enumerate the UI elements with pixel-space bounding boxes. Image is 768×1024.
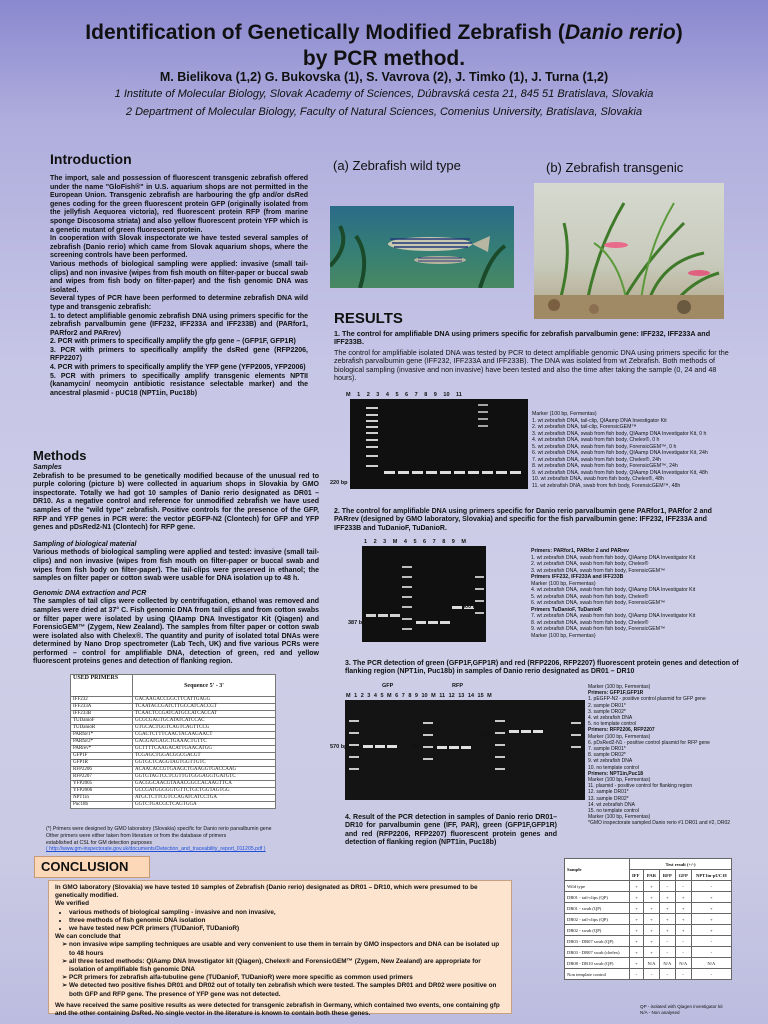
primer-row [71, 704, 276, 711]
results-col-header: NPT1in-pUC18 [691, 870, 731, 881]
results-col-header: IFF [630, 870, 644, 881]
legend-line: 9. wt zebrafish DNA, swab from fish body, ForensicGEM™ [531, 626, 666, 632]
result-1-title: 1. The control for amplifiable DNA using primers specific for zebrafish parvalbumin gene: IFF232, IFF233A and IFF233B. [334, 329, 711, 347]
legend-line: 5. wt zebrafish DNA, swab from fish body, ForensicGEM™, 0 h [532, 443, 677, 450]
results-cell: + [630, 947, 644, 958]
results-cell: + [630, 892, 644, 903]
intro-p1: The import, sale and possession of fluorescent transgenic zebrafish offered under the name "GloFish®" in U.S. aquarium shops are not permitted in the European Union. Transgenic zebrafish are harbouring the gfp and/or dsRed genes coding for the green fluorescent protein GFP (originally isolated from the jellyfish Aequorea victoria), red fluorescent protein RFP (from marine sponge Discosoma striata) and also yellow fluorescent protein YFP which is a genetic mutant of green fluorescent protein. [50, 175, 308, 234]
gel-3-rfp-label: RFP [452, 683, 463, 689]
gel-2-size-600: 600 bp [462, 604, 480, 610]
primer-row [71, 711, 276, 718]
primers-notes [46, 826, 336, 853]
conclusion-bullet: ➢ We detected two positive fishes DR01 and DR02 out of totally ten zebrafish which were tested. The samples DR01 and DR02 were positive on both GFP and RFP gene. The presence of YFP gene was not detected. [69, 982, 505, 998]
results-table-note-2: N/A - Non analysed [640, 1009, 680, 1015]
primer-sequence: ACAACACCGTGAAGCTGAAGGTGACCAAG [133, 767, 276, 774]
primer-row [71, 802, 276, 809]
gel-3-size-570: 570 bp [330, 744, 348, 750]
results-cell: + [630, 903, 644, 914]
results-cell: + [630, 881, 644, 892]
results-cell: + [659, 903, 675, 914]
result-4-title: 4. Result of the PCR detection in samples of Danio rerio DR01–DR10 for parvalbumin gene (IFF, PAR), green (GFP1F,GFP1R) and red (RFP2206, RFP2207) fluorescent protein genes and detection of flanking region (NPT1in, Puc18b) [345, 814, 557, 847]
primer-sequence: GCCGATGGGGGTGTTCTGCTGGTAGTGG [133, 788, 276, 795]
primer-row [71, 788, 276, 795]
conclusion-bullet: • various methods of biological sampling - invasive and non invasive, [69, 909, 505, 917]
affiliation-1: 1 Institute of Molecular Biology, Slovak Academy of Sciences, Dúbravská cesta 21, 845 51 Bratislava, Slovakia [114, 88, 654, 100]
legend-line: Primers: GFP1F,GFP1R [588, 690, 644, 697]
primers-note-3: established at CSL for GM detection purposes [46, 839, 152, 846]
introduction-text [50, 175, 308, 398]
methods-heading: Methods [33, 448, 87, 463]
legend-line: 2. wt zebrafish DNA, swab from fish body, Chelex® [531, 561, 649, 567]
primers-table [70, 674, 276, 809]
results-cell: DR02 - tail-clips (QP) [565, 914, 630, 925]
results-cell: N/A [691, 958, 731, 969]
results-table-notes [640, 1004, 723, 1015]
gel-2-lane-labels: 1 2 3 M 4 5 6 7 8 9 M [364, 539, 466, 545]
results-row [565, 925, 732, 936]
legend-line: 7. wt zebrafish DNA, swab from fish body, QIAamp DNA Investigator Kit [531, 613, 696, 619]
legend-line: 3. wt zebrafish DNA, swab from fish body, QIAamp DNA Investigator Kit, 0 h [532, 430, 707, 437]
photo-wild-type-zebrafish [330, 206, 514, 288]
primer-sequence: TCAATACCGATCTTGCCATCACCGT [133, 704, 276, 711]
results-cell: + [675, 892, 691, 903]
results-cell: N/A [644, 958, 660, 969]
results-col-header: RFP [659, 870, 675, 881]
results-cell: - [659, 881, 675, 892]
legend-line: Marker (100 bp, Fermentas) [588, 777, 651, 784]
intro-item-2: 2. PCR with primers to specifically amplify the gfp gene – (GFP1F, GFP1R) [50, 338, 296, 346]
results-cell: + [644, 914, 660, 925]
methods-text [33, 464, 319, 667]
primer-sequence: GCTTTTCAAGACATTGAACATGG [133, 746, 276, 753]
primer-sequence: GGTGTAGTCCTCGTTGTGGGAGGTGATGTC [133, 774, 276, 781]
results-cell: + [659, 925, 675, 936]
results-cell: - [675, 969, 691, 980]
primer-row [71, 746, 276, 753]
conclusion-conclude-list [55, 941, 505, 998]
gel-2-image [362, 546, 486, 642]
primers-note-1: (*) Primers were designed by GMO laboratory (Slovakia) specific for Danio rerio parvalbumin gene [46, 826, 272, 832]
results-cell: + [644, 892, 660, 903]
legend-line: 15. no template control [588, 808, 639, 815]
results-cell: + [630, 925, 644, 936]
results-row [565, 969, 732, 980]
gel-3-gfp-label: GFP [382, 683, 394, 689]
primer-name: IFF233B [71, 711, 133, 718]
primer-sequence: GGTCTGACGCTCAGTGGA [133, 802, 276, 809]
gel-1-image [350, 399, 528, 489]
conclusion-verified: We verified [55, 900, 89, 908]
primer-name: IFF233A [71, 704, 133, 711]
primer-name: IFF232 [71, 697, 133, 704]
primer-sequence: GCGCGAGTGCATATCATCCAC [133, 718, 276, 725]
primer-row [71, 767, 276, 774]
legend-line: 11. plasmid - positive control for flanking region [588, 783, 693, 790]
results-cell: + [644, 925, 660, 936]
legend-line: 9. wt zebrafish DNA, swab from fish body, QIAamp DNA Investigator Kit, 48h [532, 469, 708, 476]
results-cell: DR08 - DR10 swab (QP) [565, 958, 630, 969]
methods-samples-label: Samples [33, 464, 62, 471]
primer-row [71, 725, 276, 732]
results-cell: - [644, 969, 660, 980]
results-row [565, 881, 732, 892]
legend-line: 11. wt zebrafish DNA, swab from fish body, ForensicGEM™, 48h [532, 482, 681, 489]
conclusion-bullet: ➢ all three tested methods: QIAamp DNA Investigator kit (Qiagen), Chelex® and ForensicGEM™ (Zygem, New Zealand) are appropriate for isolation of amplifiable fish genomic DNA [69, 958, 505, 974]
gel-3-legend [588, 684, 748, 827]
legend-line: 7. wt zebrafish DNA, swab from fish body, Chelex®, 24h [532, 456, 661, 463]
results-cell: + [675, 914, 691, 925]
results-cell: - [691, 947, 731, 958]
primer-row [71, 718, 276, 725]
results-cell: - [691, 936, 731, 947]
results-row [565, 947, 732, 958]
primer-row [71, 781, 276, 788]
legend-line: 3. wt zebrafish DNA, swab from fish body, ForensicGEM™ [531, 567, 666, 574]
legend-line: 10. wt zebrafish DNA, swab from fish body, Chelex®, 48h [532, 476, 664, 482]
legend-line: 2. sample DR01* [588, 702, 626, 709]
primer-sequence: GACAAGACCGGCTTCATTGAGG [133, 697, 276, 704]
results-cell: - [675, 881, 691, 892]
primer-name: PARfor2* [71, 739, 133, 746]
results-cell: DR03 - DR07 swab (QP) [565, 936, 630, 947]
intro-item-4: 4. PCR with primers to specifically amplify the YFP gene (YFP2005, YFP2006) [50, 364, 306, 372]
methods-sampling-text: Various methods of biological sampling were applied and tested: invasive (small tail-clips) and non invasive (wipes from fish mouth on filter-paper or buccal swab and wipes from fish body on filter-paper). The tail-clips were preserved in ethanol; the samples on filter paper or cotton swab were usable for DNA isolation up to 48 h. [33, 549, 319, 583]
legend-line: 6. wt zebrafish DNA, swab from fish body, ForensicGEM™ [531, 600, 666, 606]
legend-line: 8. wt zebrafish DNA, swab from fish body, ForensicGEM™, 24h [532, 463, 678, 469]
conclusion-heading: CONCLUSION [34, 856, 150, 878]
primer-row [71, 753, 276, 760]
legend-line: 1. wt zebrafish DNA, swab from fish body, QIAamp DNA Investigator Kit [531, 554, 696, 561]
gel-3-lane-labels: M 1 2 3 4 5 M 6 7 8 9 10 M 11 12 13 14 15 M [346, 693, 492, 699]
results-cell: - [691, 969, 731, 980]
gel-2-legend [531, 548, 741, 639]
primer-name: TUDanioR [71, 725, 133, 732]
results-cell: + [691, 925, 731, 936]
primer-sequence: GTGCACTGGTCAGTCAGTTCCG [133, 725, 276, 732]
legend-line: Primers: RFP2206, RFP2207 [588, 727, 655, 734]
results-cell: + [691, 892, 731, 903]
methods-sampling-label: Sampling of biological material [33, 540, 137, 548]
results-cell: - [630, 969, 644, 980]
legend-line: Marker (100 bp, Fermentas) [588, 814, 651, 821]
legend-line: Primers: NPT1in,Puc18 [588, 770, 644, 777]
primers-header-seq: Sequence 5' - 3' [133, 675, 276, 697]
results-cell: + [675, 903, 691, 914]
results-cell: + [644, 936, 660, 947]
legend-line: 4. wt zebrafish DNA, swab from fish body, QIAamp DNA Investigator Kit [531, 587, 696, 593]
results-cell: + [644, 947, 660, 958]
results-cell: N/A [675, 958, 691, 969]
results-heading: RESULTS [334, 310, 403, 327]
results-cell: - [659, 969, 675, 980]
results-row [565, 958, 732, 969]
methods-dna-label: Genomic DNA extraction and PCR [33, 589, 147, 597]
legend-line: *GMO inspectorate sampled Danio rerio #1 DR01 and #2, DR02 [588, 820, 731, 827]
primer-sequence: TCGAGCTGGACGGCGACGT [133, 753, 276, 760]
results-cell: + [691, 914, 731, 925]
primers-note-2: Other primers were either taken from literature or from the database of primers [46, 832, 227, 839]
intro-item-5: 5. PCR with primers to specifically amplify transgenic elements NPTII (kanamycin/ neomycin antibiotic resistance selectable marker) and the ancestral plasmid - pUC18 (NPT1in, Puc18b) [50, 372, 308, 397]
gel-3-image [345, 700, 585, 800]
legend-line: Primers IFF232, IFF233A and IFF233B [531, 574, 624, 580]
legend-line: 6. wt zebrafish DNA, swab from fish body, QIAamp DNA Investigator Kit, 24h [532, 450, 708, 456]
legend-line: 10. no template control [588, 764, 639, 771]
results-cell: DR03 - DR07 swab (chelex) [565, 947, 630, 958]
primer-name: RFP2207 [71, 774, 133, 781]
results-cell: + [659, 892, 675, 903]
primer-row [71, 795, 276, 802]
intro-p2: In cooperation with Slovak inspectorate we have tested several samples of zebrafish (Danio rerio) which came from Slovak aquarium shops, where the screening controls have been performed. [50, 235, 308, 260]
legend-line: 8. sample DR02* [588, 752, 626, 759]
primer-sequence: ATGCTCTTCGTCCAGATCATCCTGA [133, 795, 276, 802]
legend-line: 14. wt zebrafish DNA [588, 801, 635, 808]
authors: M. Bielikova (1,2) G. Bukovska (1), S. Vavrova (2), J. Timko (1), J. Turna (1,2) [159, 70, 609, 84]
legend-line: 6. pDsRed2-N1 - positive control plasmid for RFP gene [588, 739, 710, 746]
primer-sequence: GACGGCAACGTAAACGGCCACAAGTTCA [133, 781, 276, 788]
legend-line: Primers TuDanioF, TuDanioR [531, 606, 602, 613]
primer-row [71, 774, 276, 781]
primer-row [71, 760, 276, 767]
conclusion-bullet: ➢ PCR primers for zebrafish alfa-tubuline gene (TUDanioF, TUDanioR) were more specific as common used primers [69, 974, 505, 982]
primer-row [71, 739, 276, 746]
intro-p3: Various methods of biological sampling were applied: invasive (small tail-clips) and non invasive (wipes from fish mouth on filter-paper or buccal swab and wipes from fish body on filter-paper) and the fish genomic DNA was isolated. [50, 260, 308, 294]
results-cell: + [644, 903, 660, 914]
legend-line: Marker (100 bp, Fermentas) [532, 411, 597, 417]
primers-header-name: USED PRIMERS [71, 675, 133, 697]
results-cell: - [675, 936, 691, 947]
primer-name: GFP1F [71, 753, 133, 760]
gel-2-size-220: 220 bp [384, 628, 402, 634]
results-col-header: GFP [675, 870, 691, 881]
gel-2-size-387: 387 bp [348, 620, 366, 626]
primer-name: GFP1R [71, 760, 133, 767]
methods-dna-text: The samples of tail clips were collected by centrifugation, ethanol was removed and samples were dried at 37° C. Fish genomic DNA from tail clips and from cotton swabs or filter paper were isolated by using QIAamp DNA Investigator Kit (Qiagen) and ForensicGEM™ (Zygem, New Zealand). The samples from filter paper or cotton swab were isolated also with Chelex®. The quantity and purity of isolated total DNAs were determined by Nano Drop spectrometer (Lab Tech, UK) and five various PCRs were performed – control for amplifiable DNA, detection of green, red and yellow fluorescent proteins genes and detection of flanking region. [33, 598, 319, 666]
results-header-sample: Sample [565, 859, 630, 881]
legend-line: 7. sample DR01* [588, 746, 626, 753]
legend-line: Marker (100 bp, Fermentas) [588, 733, 651, 740]
gel-3-size-1200: 1200 [480, 732, 493, 738]
methods-samples-text: Zebrafish to be presumed to be genetically modified because of the unusual red to purple coloring (picture b) were collected in aquarium shops in Slovakia by GMO inspectorate. Totally we had got 10 samples of Danio rerio designated as DR01 – DR10. As a negative control and reference for unmodified zebrafish we have used samples of the "wild type" zebrafish. Positive controls for the presence of the GFP, RFP and YFP genes in PCR were: the vector pEGFP-N2 (Clontech) for GFP and YFP genes and pDsRed2-N1 (Clontech) for RFP gene. [33, 472, 319, 532]
result-1-text: The control for amplifiable isolated DNA was tested by PCR to detect amplifiable genomic DNA using primers specific for the zebrafish parvalbumin gene (IFF232, IFF233A and IFF233B). The DNA was isolated from wt Zebrafish. Both methods of biological sampling (invasive and non invasive) have been tested and also the time after taking the sample (0, 24 and 48 hours). [334, 348, 729, 383]
results-cell: - [691, 881, 731, 892]
legend-line: 4. wt zebrafish DNA, swab from fish body, Chelex®, 0 h [532, 437, 660, 443]
results-cell: - [659, 936, 675, 947]
caption-transgenic: (b) Zebrafish transgenic [546, 160, 684, 175]
legend-line: 5. wt zebrafish DNA, swab from fish body, Chelex® [531, 593, 649, 600]
legend-line: 5. no template control [588, 721, 637, 728]
legend-line: 13. sample DR02* [588, 795, 629, 802]
primer-name: YFP2005 [71, 781, 133, 788]
results-row [565, 903, 732, 914]
legend-line: 9. wt zebrafish DNA [588, 758, 633, 765]
results-cell: Non template control [565, 969, 630, 980]
results-cell: + [630, 936, 644, 947]
primer-name: YFP2006 [71, 788, 133, 795]
photo-transgenic-zebrafish [534, 183, 724, 319]
conclusion-line-1: In GMO laboratory (Slovakia) we have tested 10 samples of Zebrafish (Danio rerio) designated as DR01 – DR10, which were presumed to be genetically modified. [55, 884, 478, 900]
results-cell: Wild type [565, 881, 630, 892]
primer-name: PARfor1* [71, 732, 133, 739]
primer-name: NPT1in [71, 795, 133, 802]
conclusion-bullet: • we have tested new PCR primers (TUDanioF, TUDanioR) [69, 925, 505, 933]
results-cell: DR01 - swab (QP) [565, 903, 630, 914]
legend-line: 1. pEGFP-N2 - positive control plasmid for GFP gene [588, 696, 706, 703]
results-row [565, 914, 732, 925]
results-cell: + [630, 914, 644, 925]
affiliation-2: 2 Department of Molecular Biology, Faculty of Natural Sciences, Comenius University, Bratislava, Slovakia [125, 106, 643, 118]
primer-row [71, 697, 276, 704]
results-table [564, 858, 732, 980]
results-cell: - [659, 947, 675, 958]
primer-sequence: GAGGATGAGCTGAAACTGTTC [133, 739, 276, 746]
primers-link[interactable]: ( http://www.gm-inspectorate.gov.uk/documents/Detection_and_traceability_report_011205.pdf ) [46, 846, 266, 853]
legend-line: 12. sample DR01* [588, 789, 629, 796]
conclusion-box [48, 880, 512, 1018]
legend-line: 4. wt zebrafish DNA [588, 715, 633, 722]
primer-name: PARrev* [71, 746, 133, 753]
primer-name: TUDanioF [71, 718, 133, 725]
legend-line: 3. sample DR02* [588, 708, 626, 715]
legend-line: Marker (100 bp, Fermentas) [531, 632, 596, 639]
results-cell: + [630, 958, 644, 969]
legend-line: 2. wt zebrafish DNA, tail-clip, ForensicGEM™ [532, 424, 637, 430]
results-cell: + [675, 925, 691, 936]
legend-line: Primers: PARfor1, PARfor 2 and PARrev [531, 548, 630, 554]
primer-sequence: GGTGCTCAGGTAGTGGTTGTC [133, 760, 276, 767]
results-row [565, 936, 732, 947]
gel-1-size-label: 220 bp [330, 480, 348, 486]
conclusion-bullet: ➢ non invasive wipe sampling techniques are usable and very convenient to use them in terrain by GMO inspectors and DNA can be isolated up to 48 hours [69, 941, 505, 957]
results-cell: + [659, 914, 675, 925]
legend-line: 1. wt zebrafish DNA, tail-clip, QIAamp DNA Investigator Kit [532, 417, 667, 424]
intro-item-1: 1. to detect amplifiable genomic zebrafish DNA using primers specific for the zebrafish parvalbumin gene (IFF232, IFF233A and IFF233B) and (PARfor1, PARfor2 and PARrev) [50, 312, 308, 337]
gel-1-lane-labels: M 1 2 3 4 5 6 7 8 9 10 11 [346, 392, 462, 398]
primer-row [71, 732, 276, 739]
legend-line: Marker (100 bp, Fermentas) [588, 684, 651, 690]
results-cell: + [691, 903, 731, 914]
primer-name: RFP2206 [71, 767, 133, 774]
gel-3-size-565: 565 [410, 744, 420, 750]
intro-item-3: 3. PCR with primers to specifically amplify the dsRed gene (RFP2206, RFP2207) [50, 346, 308, 363]
results-cell: + [644, 881, 660, 892]
results-cell: DR02 - swab (QP) [565, 925, 630, 936]
results-cell: N/A [659, 958, 675, 969]
conclusion-verified-list [55, 909, 505, 934]
introduction-heading: Introduction [50, 151, 132, 167]
result-3-title: 3. The PCR detection of green (GFP1F,GFP1R) and red (RFP2206, RFP2207) fluorescent protein genes and detection of flanking region (NPT1in, Puc18b) in samples of Danio rerio designated as DR01 – DR10 [345, 660, 739, 676]
result-2-title: 2. The control for amplifiable DNA using primers specific for Danio rerio parvalbumin gene PARfor1, PARfor 2 and PARrev (designed by GMO laboratory, Slovakia) and specific for the fish parvalbumin gene: IFF232, IFF233A and IFF233B and TuDanioF, TuDanioR. [334, 508, 712, 532]
results-row [565, 892, 732, 903]
primer-name: Puc18b [71, 802, 133, 809]
intro-p4: Several types of PCR have been performed to determine zebrafish DNA wild type and transgenic zebrafish: [50, 295, 308, 311]
results-cell: - [675, 947, 691, 958]
conclusion-final: We have received the same positive results as were detected for transgenic zebrafish in Germany, which contained two events, one containing gfp and the other containing DsRed. No single vector in the literature is known to contain both these genes. [55, 1001, 500, 1018]
poster-title: Identification of Genetically Modified Zebrafish (Danio rerio) by PCR method. [85, 21, 683, 70]
caption-wild-type: (a) Zebrafish wild type [333, 158, 461, 173]
conclusion-conclude: We can conclude that [55, 933, 121, 941]
results-col-header: PAR [644, 870, 660, 881]
legend-line: Marker (100 bp, Fermentas) [531, 580, 596, 587]
primer-sequence: TCAACTCCGATCATGCCATCACCAT [133, 711, 276, 718]
results-cell: DR01 - tail-clips (QP) [565, 892, 630, 903]
conclusion-bullet: • three methods of fish genomic DNA isolation [69, 917, 505, 925]
primer-sequence: CGACTCTTTCAACTACAAGAACT [133, 732, 276, 739]
legend-line: 8. wt zebrafish DNA, swab from fish body, Chelex® [531, 619, 649, 626]
results-header-test: Test result (+/-) [630, 859, 732, 870]
results-table-note-1: QP - isolated with Qiagen investigator kit [640, 1004, 723, 1009]
gel-1-legend [532, 411, 742, 489]
